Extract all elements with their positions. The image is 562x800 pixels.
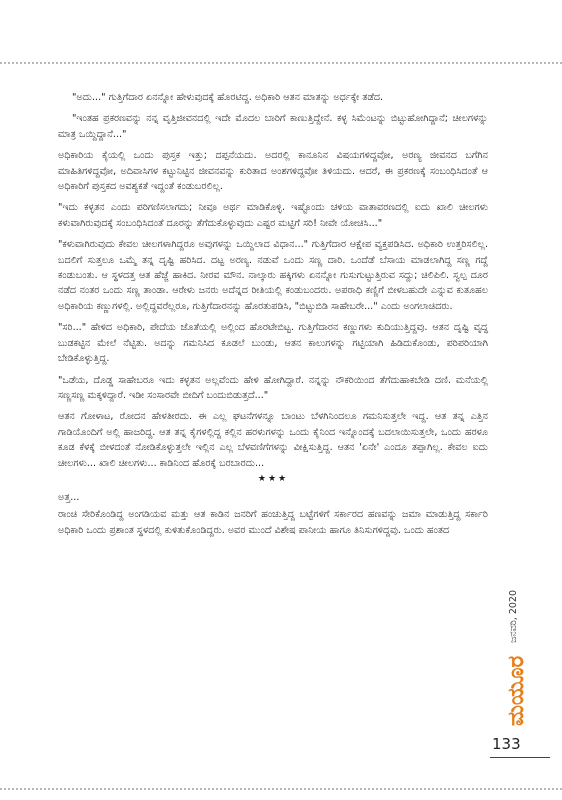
paragraph: "ಒಡೆಯ, ದೊಡ್ಡ ಸಾಹೇಬರೂ ಇದು ಕಳ್ಳತನ ಅಲ್ಲವೆಂದು ಹೇಳಿ ಹೋಗಿದ್ದಾರೆ. ನನ್ನನ್ನು ನೌಕರಿಯಿಂದ ತೆಗೆದುಹಾಕಬೇಡಿ ದಣಿ. ಮನೆಯಲ್ಲಿ ಸಣ್ಣಸಣ್ಣ ಮಕ್ಕಳಿದ್ದಾರೆ. ಇಡೀ ಸಂಸಾರವೇ ಬೀದಿಗೆ ಬಂದುಬಿಡುತ್ತದೆ...": [58, 374, 488, 401]
page-number: 133: [492, 735, 521, 753]
paragraph: ಅಧಿಕಾರಿಯ ಕೈಯಲ್ಲಿ ಒಂದು ಪುಸ್ತಕ ಇತ್ತು; ದಪ್ಪನೆಯದು. ಅದರಲ್ಲಿ ಕಾನೂನಿನ ವಿಷಯಗಳಿದ್ದವೋ, ಅರಣ್ಯ ಜೀವನದ ಬಗೆಗಿನ ಮಾಹಿತಿಗಳಿದ್ದವೋ, ಅದಿವಾಸಿಗಳ ಕಟ್ಟುನಿಟ್ಟಿನ ಜೀವನವನ್ನು ಕುರಿತಾದ ಅಂಶಗಳಿದ್ದವೋ ತಿಳಿಯದು. ಆದರೆ, ಈ ಪ್ರಕರಣಕ್ಕೆ ಸಂಬಂಧಿಸಿದಂತೆ ಆ ಅಧಿಕಾರಿಗೆ ಪುಸ್ತಕದ ಅವಶ್ಯಕತೆ ಇದ್ದಂತೆ ಕಂಡುಬರಲಿಲ್ಲ.: [58, 150, 488, 193]
paragraph: "ಅದು..." ಗುತ್ತಿಗೆದಾರ ಏನನ್ನೋ ಹೇಳುವುದಕ್ಕೆ ಹೊರಟಿದ್ದ. ಅಧಿಕಾರಿ ಆತನ ಮಾತನ್ನು ಅರ್ಧಕ್ಕೇ ತಡೆದ.: [72, 92, 384, 103]
paragraph: "ಇಂತಹ ಪ್ರಕರಣವನ್ನು ನನ್ನ ವೃತ್ತಿಜೀವನದಲ್ಲಿ ಇದೇ ಮೊದಲ ಬಾರಿಗೆ ಕಾಣುತ್ತಿದ್ದೇನೆ. ಕಳ್ಳ ಸಿಮೆಂಟನ್ನು ಬಿಟ್ಟುಹೋಗಿದ್ದಾನೆ; ಚೀಲಗಳನ್ನು ಮಾತ್ರ ಒಯ್ದಿದ್ದಾನೆ...": [58, 113, 488, 140]
magazine-logo: ಮಯೂರ: [504, 655, 529, 726]
section-separator: ★★★: [257, 473, 289, 484]
paragraph: ಆತನ ಗೋಳಾಟ, ರೋದನ ಹೇಳತೀರದು. ಈ ಎಲ್ಲ ಘಟನೆಗಳನ್ನೂ ಬಾಂಟು ಬೆಳಗಿನಿಂದಲೂ ಗಮನಿಸುತ್ತಲೇ ಇದ್ದ. ಆತ ತನ್ನ ಎತ್ತಿನ ಗಾಡಿಯೊಂದಿಗೆ ಅಲ್ಲಿ ಹಾಜರಿದ್ದ. ಆತ ತನ್ನ ಕೈಗಳಲ್ಲಿದ್ದ ಕಲ್ಲಿನ ಹರಳುಗಳನ್ನು ಒಂದು ಕೈನಿಂದ ಇನ್ನೊಂದಕ್ಕೆ ಬದಲಾಯಿಸುತ್ತಲೇ, ಒಂದು ಹರಳೂ ಕೂಡ ಕೆಳಕ್ಕೆ ಬೀಳದಂತೆ ನೋಡಿಕೊಳ್ಳುತ್ತಲೇ ಇಲ್ಲಿನ ಎಲ್ಲ ಬೆಳವಣಿಗೆಗಳನ್ನು ವೀಕ್ಷಿಸುತ್ತಿದ್ದ. ಆತನ 'ಏನೇ' ಎಂದೂ ತಪ್ಪಾಗಿಲ್ಲ. ಕೇವಲ ಐದು ಚೀಲಗಳು... ಖಾಲಿ ಚೀಲಗಳು... ಕಾಡಿನಿಂದ ಹೊರಕ್ಕೆ ಬರಬಾರದು...: [58, 411, 488, 469]
paragraph: "ಇದು ಕಳ್ಳತನ ಎಂದು ಪರಿಗಣಿಸಲಾಗದು; ನೀವೂ ಅರ್ಥ ಮಾಡಿಕೊಳ್ಳಿ. ಇಷ್ಟೊಂದು ಚಳಿಯ ವಾತಾವರಣದಲ್ಲಿ ಐದು ಖಾಲಿ ಚೀಲಗಳು ಕಳುವಾಗಿರುವುದಕ್ಕೆ ಸಂಬಂಧಿಸಿದಂತೆ ದೂರನ್ನು ತೆಗೆದುಕೊಳ್ಳುವುದು ಎಷ್ಟರ ಮಟ್ಟಿಗೆ ಸರಿ! ನೀವೇ ಯೋಚಿಸಿ...": [58, 202, 488, 229]
paragraph: ಅತ್ತ...: [58, 491, 80, 503]
issue-date: ಜನವರಿ, 2020: [508, 590, 519, 643]
paragraph: ರಾಂಚಿ ಸೇರಿಕೊಂಡಿದ್ದ ಅಂಗಡಿಯವ ಮತ್ತು ಆತ ಕಾಡಿನ ಜನರಿಗೆ ಹಂಚುತ್ತಿದ್ದ ಬಟ್ಟೆಗಳಿಗೆ ಸರ್ಕಾರದ ಹಣವನ್ನು ಜಮಾ ಮಾಡುತ್ತಿದ್ದ ಸರ್ಕಾರಿ ಅಧಿಕಾರಿ ಒಂದು ಪ್ರಶಾಂತ ಸ್ಥಳದಲ್ಲಿ ಕುಳಿತುಕೊಂಡಿದ್ದರು. ಅವರ ಮುಂದೆ ವಿಶೇಷ ಪಾನೀಯ ಹಾಗೂ ತಿನಿಸುಗಳಿದ್ದವು. ಒಂದು ಹಂತದ: [58, 509, 488, 536]
paragraph: "ಸರಿ..." ಹೇಳಿದ ಅಧಿಕಾರಿ, ಪೇದೆಯ ಜೊತೆಯಲ್ಲಿ ಅಲ್ಲಿಂದ ಹೊರಟೇಬಿಟ್ಟ. ಗುತ್ತಿಗೆದಾರನ ಕಣ್ಣುಗಳು ಕುದಿಯುತ್ತಿದ್ದವು. ಆತನ ದೃಷ್ಟಿ ವೃದ್ಧ ಬುಡಕಟ್ಟಿನ ಮೇಲೆ ನೆಟ್ಟಿತು. ಅದನ್ನು ಗಮನಿಸಿದ ಕೂಡಲೆ ಬುಂಡು, ಆತನ ಕಾಲುಗಳನ್ನು ಗಟ್ಟಿಯಾಗಿ ಹಿಡಿದುಕೊಂಡು, ಪರಿಪರಿಯಾಗಿ ಬೇಡಿಕೊಳ್ಳುತ್ತಿದ್ದ.: [58, 322, 488, 365]
article-body: [58, 90, 488, 544]
bottom-dotted-rule: [0, 788, 562, 790]
top-dotted-rule: [0, 62, 562, 64]
page-number-rule: [490, 757, 550, 758]
paragraph: "ಕಳುವಾಗಿರುವುದು ಕೇವಲ ಚೀಲಗಳಾಗಿದ್ದರೂ ಅವುಗಳನ್ನು ಒಯ್ದಿಲಾದ ವಿಧಾನ..." ಗುತ್ತಿಗೆದಾರ ಆಕ್ಷೇಪ ವ್ಯಕ್ತಪಡಿಸಿದ. ಅಧಿಕಾರಿ ಉತ್ತರಿಸಲಿಲ್ಲ. ಬದಲಿಗೆ ಸುತ್ತಲೂ ಒಮ್ಮೆ ತನ್ನ ದೃಷ್ಟಿ ಹರಿಸಿದ. ದಟ್ಟ ಅರಣ್ಯ. ನಡುವೆ ಒಂದು ಸಣ್ಣ ದಾರಿ. ಒಂದೆಡೆ ಬೆಸಾಯ ಮಾಡಲಾಗಿದ್ದ ಸಣ್ಣ ಗದ್ದೆ ಕಂಡುಬಂತು. ಆ ಸ್ಥಳದತ್ತ ಆತ ಹೆಜ್ಜೆ ಹಾಕಿದ. ನೀರವ ಮೌನ. ನಾಲ್ಕಾರು ಹಕ್ಕಿಗಳು ಏನನ್ನೋ ಗುಸುಗುಟ್ಟುತ್ತಿರುವ ಸದ್ದು; ಚಿಲಿಪಿಲಿ. ಸ್ವಲ್ಪ ದೂರ ನಡೆದ ನಂತರ ಒಂದು ಸಣ್ಣ ತಾಂಡಾ. ಆರೇಳು ಜನರು ಅದೆನ್ನದ ರೀತಿಯಲ್ಲಿ ಕಂಡುಬಂದರು. ಅಪರಾಧಿ ಕಣ್ಣಿಗೆ ಬೀಳಬಹುದೇ ಎನ್ನುವ ಕುತೂಹಲ ಅಧಿಕಾರಿಯ ಕಣ್ಣುಗಳಲ್ಲಿ. ಅಲ್ಲಿದ್ದವರೆಲ್ಲರೂ, ಗುತ್ತಿಗೆದಾರನನ್ನು ಹೊರತುಪಡಿಸಿ, "ಬಿಟ್ಟುಬಿಡಿ ಸಾಹೇಬರೇ..." ಎಂದು ಅಂಗಲಾಚಿದರು.: [58, 239, 488, 312]
